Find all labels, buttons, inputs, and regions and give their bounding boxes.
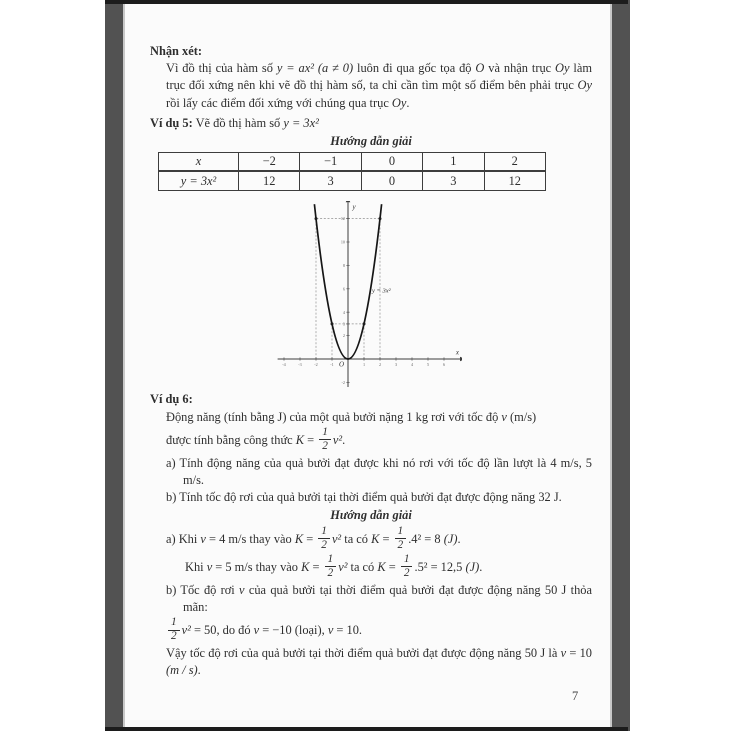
svg-text:5: 5 — [426, 362, 430, 368]
solution-b-equation: $\frac{1}{2}$ v² = 50, do đó v = −10 (loại), v = 10. — [166, 617, 592, 644]
table-cell: 12 — [484, 171, 545, 191]
svg-text:-2: -2 — [314, 362, 318, 368]
table-cell: 1 — [423, 153, 484, 172]
remark-body: Vì đồ thị của hàm số y = ax² (a ≠ 0) luôn đi qua gốc tọa độ O và nhận trục Oy làm trục đối xứng nên khi vẽ đồ thị hàm số, ta chỉ cần tìm một số điểm bên phải trục Oy rồi lấy các điểm đối xứng với chúng qua trục Oy. — [166, 61, 592, 110]
table-cell-x: x — [159, 153, 239, 172]
fraction: $\frac{1}{2}$ — [401, 554, 413, 580]
parabola-graph-svg — [276, 201, 462, 387]
parabola-graph — [276, 201, 462, 387]
svg-text:x: x — [455, 348, 459, 357]
svg-text:8: 8 — [342, 263, 345, 269]
solution-guide-heading-1: Hướng dẫn giải — [330, 134, 412, 149]
table-value-row — [159, 171, 546, 191]
svg-text:2: 2 — [342, 333, 345, 339]
fraction: $\frac{1}{2}$ — [168, 617, 180, 643]
table-cell: −2 — [239, 153, 300, 172]
example6-formula: được tính bằng công thức K = $\frac{1}{2}$ v². — [166, 426, 346, 452]
table-cell: 0 — [361, 171, 422, 191]
solution-a1: a) Khi v = 4 m/s thay vào K = $\frac{1}{2}$ v² ta có K = $\frac{1}{2}$ .4² = 8 (J). — [166, 524, 461, 551]
table-cell-y: y = 3x² — [159, 171, 239, 191]
svg-text:-1: -1 — [330, 362, 334, 368]
page-edge-bar-left — [105, 0, 125, 731]
document-page — [125, 4, 610, 727]
solution-b-intro: b) Tốc độ rơi v của quả bưởi tại thời điểm quả bưởi đạt được động năng 50 J thỏa mãn: — [166, 582, 593, 614]
svg-text:y = 3x²: y = 3x² — [372, 287, 391, 295]
svg-text:y: y — [352, 203, 356, 212]
svg-text:-4: -4 — [282, 362, 286, 368]
table-cell: 3 — [300, 171, 361, 191]
page-content — [150, 43, 593, 703]
solution-guide-heading-2: Hướng dẫn giải — [330, 508, 412, 523]
fraction: $\frac{1}{2}$ — [325, 554, 337, 580]
table-cell: 2 — [484, 153, 545, 172]
example6-heading: Ví dụ 6: — [150, 392, 193, 407]
svg-text:6: 6 — [342, 286, 345, 292]
page-edge-bar-right — [610, 0, 630, 731]
svg-text:-2: -2 — [341, 380, 345, 386]
svg-text:6: 6 — [442, 362, 446, 368]
table-cell: 12 — [239, 171, 300, 191]
page-number: 7 — [572, 689, 579, 703]
table-cell: 0 — [361, 153, 422, 172]
page-edge-bar-bottom — [105, 727, 628, 731]
page-edge-bar-top — [105, 0, 628, 4]
solution-a2: Khi v = 5 m/s thay vào K = $\frac{1}{2}$ v² ta có K = $\frac{1}{2}$ .5² = 12,5 (J). — [185, 552, 483, 579]
svg-text:4: 4 — [342, 310, 345, 316]
fraction: $\frac{1}{2}$ — [318, 526, 330, 552]
example5-title: Ví dụ 5: Vẽ đồ thị hàm số y = 3x² — [150, 115, 319, 130]
svg-text:3: 3 — [342, 321, 345, 327]
svg-text:O: O — [338, 360, 344, 369]
svg-text:-3: -3 — [298, 362, 302, 368]
solution-conclusion: Vậy tốc độ rơi của quả bưởi tại thời điểm quả bưởi đạt được động năng 50 J là v = 10 (m / s). — [166, 646, 592, 678]
svg-text:2: 2 — [378, 362, 382, 368]
table-cell: 3 — [423, 171, 484, 191]
example6-item-b: b) Tính tốc độ rơi của quả bưởi tại thời điểm quả bưởi đạt được động năng 32 J. — [166, 490, 562, 505]
svg-text:1: 1 — [362, 362, 366, 368]
fraction: $\frac{1}{2}$ — [319, 427, 331, 453]
remark-heading: Nhận xét: — [150, 44, 202, 58]
example6-intro: Động năng (tính bằng J) của một quả bưởi nặng 1 kg rơi với tốc độ v (m/s) — [166, 409, 537, 424]
svg-text:3: 3 — [394, 362, 398, 368]
table-header-row — [159, 153, 546, 172]
example6-item-a: a) Tính động năng của quả bưởi đạt được khi nó rơi với tốc độ lần lượt là 4 m/s, 5 m/s. — [166, 455, 592, 488]
svg-text:12: 12 — [340, 216, 345, 222]
svg-text:4: 4 — [410, 362, 414, 368]
fraction: $\frac{1}{2}$ — [395, 526, 407, 552]
table-cell: −1 — [300, 153, 361, 172]
values-table — [158, 152, 546, 191]
svg-text:10: 10 — [340, 240, 345, 246]
